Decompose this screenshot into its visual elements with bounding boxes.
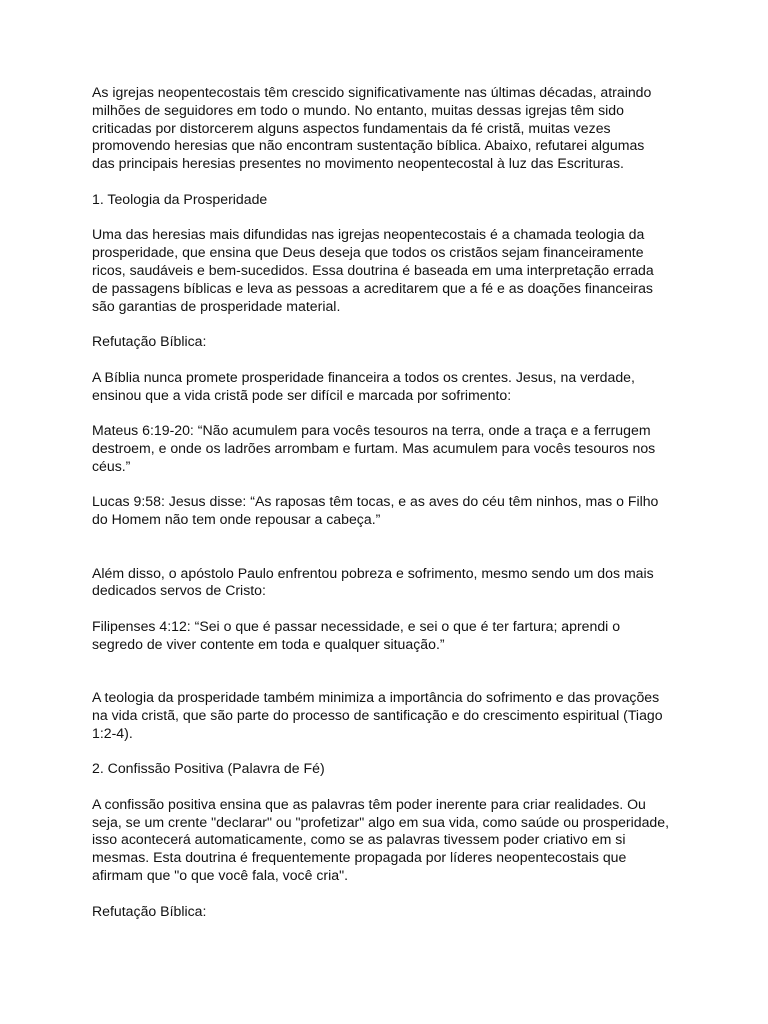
quote-lucas: Lucas 9:58: Jesus disse: “As raposas têm tocas, e as aves do céu têm ninhos, mas o Filho do Homem não tem onde repousar a cabeça.” <box>92 493 659 528</box>
section-heading-positive-confession: 2. Confissão Positiva (Palavra de Fé) <box>92 760 325 777</box>
refutation-intro-paragraph: A Bíblia nunca promete prosperidade financeira a todos os crentes. Jesus, na verdade, ensinou que a vida cristã pode ser difícil e marcada por sofrimento: <box>92 368 635 403</box>
refutation-label: Refutação Bíblica: <box>92 333 207 350</box>
refutation-label: Refutação Bíblica: <box>92 902 207 919</box>
quote-mateus: Mateus 6:19-20: “Não acumulem para vocês tesouros na terra, onde a traça e a ferrugem destroem, e onde os ladrões arrombam e furtam. Mas acumulem para vocês tesouros nos céus.” <box>92 422 656 474</box>
section-heading-prosperity: 1. Teologia da Prosperidade <box>92 190 268 207</box>
positive-confession-paragraph: A confissão positiva ensina que as palavras têm poder inerente para criar realidades. Ou seja, se um crente "declarar" ou "profetizar" algo em sua vida, como saúde ou prosperidade, isso acontecerá automaticamente, como se as palavras tivessem poder criativo em si mesmas. Esta doutrina é frequentemente propagada por líderes neopentecostais que afirmam que "o que você fala, você cria". <box>92 795 670 884</box>
quote-filipenses: Filipenses 4:12: “Sei o que é passar necessidade, e sei o que é ter fartura; aprendi o segredo de viver contente em toda e qualquer situação.” <box>92 617 621 652</box>
paulo-paragraph: Além disso, o apóstolo Paulo enfrentou pobreza e sofrimento, mesmo sendo um dos mais dedicados servos de Cristo: <box>92 564 654 599</box>
intro-paragraph: As igrejas neopentecostais têm crescido significativamente nas últimas décadas, atraindo milhões de seguidores em todo o mundo. No entanto, muitas dessas igrejas têm sido criticadas por distorcerem alguns aspectos fundamentais da fé cristã, muitas vezes promovendo heresias que não encontram sustentação bíblica. Abaixo, refutarei algumas das principais heresias presentes no movimento neopentecostal à luz das Escrituras. <box>92 84 652 172</box>
prosperity-conclusion-paragraph: A teologia da prosperidade também minimiza a importância do sofrimento e das provações na vida cristã, que são parte do processo de santificação e do crescimento espiritual (Tiago 1:2-4). <box>92 689 663 741</box>
prosperity-paragraph: Uma das heresias mais difundidas nas igrejas neopentecostais é a chamada teologia da prosperidade, que ensina que Deus deseja que todos os cristãos sejam financeiramente ricos, saudáveis e bem-sucedidos. Essa doutrina é baseada em uma interpretação errada de passagens bíblicas e leva as pessoas a acreditarem que a fé e as doações financeiras são garantias de prosperidade material. <box>92 226 654 314</box>
document-page <box>92 84 692 920</box>
